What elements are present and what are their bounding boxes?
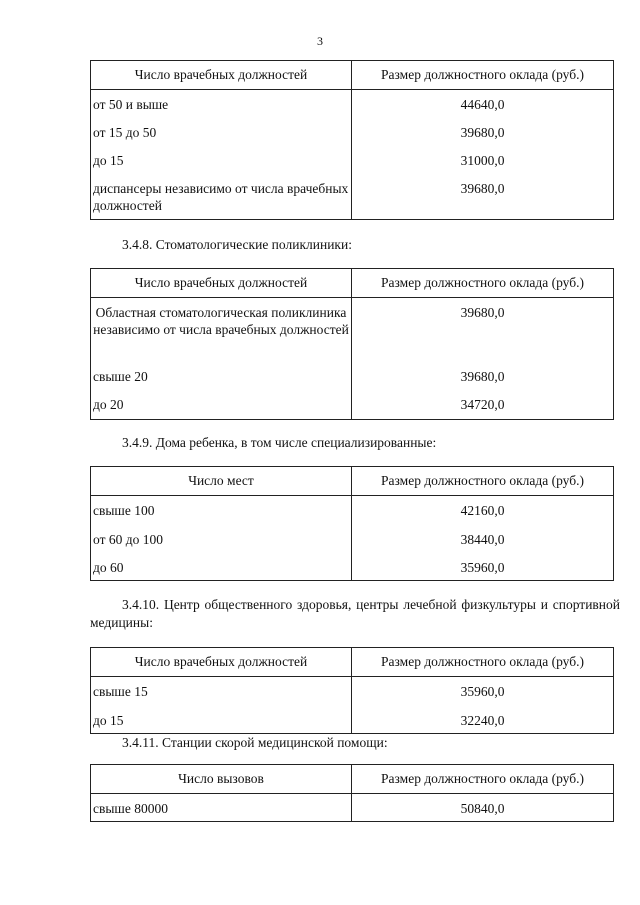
column-header-salary: Размер должностного оклада (руб.) bbox=[352, 269, 614, 298]
column-header-calls: Число вызовов bbox=[91, 765, 352, 794]
row-value: 31000,0 bbox=[352, 146, 614, 174]
row-value: 38440,0 bbox=[352, 525, 614, 553]
row-value: 39680,0 bbox=[352, 364, 614, 392]
row-label: свыше 20 bbox=[91, 364, 352, 392]
row-value: 50840,0 bbox=[352, 794, 614, 822]
table-row bbox=[91, 794, 614, 822]
table-row bbox=[91, 174, 614, 220]
row-label: свыше 80000 bbox=[91, 794, 352, 822]
table-health-centers bbox=[90, 647, 614, 734]
table-dental-clinics bbox=[90, 268, 614, 420]
column-header-positions: Число врачебных должностей bbox=[91, 648, 352, 677]
table-doctors-positions bbox=[90, 60, 614, 220]
row-label: Областная стоматологическая поликлиника независимо от числа врачебных должностей bbox=[91, 298, 352, 364]
table-childrens-homes bbox=[90, 466, 614, 581]
table-row bbox=[91, 118, 614, 146]
row-value: 32240,0 bbox=[352, 706, 614, 734]
row-label: до 15 bbox=[91, 146, 352, 174]
column-header-places: Число мест bbox=[91, 467, 352, 496]
column-header-salary: Размер должностного оклада (руб.) bbox=[352, 765, 614, 794]
row-label: до 60 bbox=[91, 553, 352, 581]
row-label: от 50 и выше bbox=[91, 90, 352, 118]
row-value: 39680,0 bbox=[352, 298, 614, 364]
table-row bbox=[91, 525, 614, 553]
column-header-positions: Число врачебных должностей bbox=[91, 269, 352, 298]
table-row bbox=[91, 90, 614, 118]
column-header-salary: Размер должностного оклада (руб.) bbox=[352, 467, 614, 496]
row-label: свыше 100 bbox=[91, 496, 352, 525]
row-label: от 60 до 100 bbox=[91, 525, 352, 553]
section-heading-3-4-11: 3.4.11. Станции скорой медицинской помощи: bbox=[122, 735, 388, 750]
row-value: 44640,0 bbox=[352, 90, 614, 118]
column-header-salary: Размер должностного оклада (руб.) bbox=[352, 648, 614, 677]
row-label: до 15 bbox=[91, 706, 352, 734]
row-value: 39680,0 bbox=[352, 174, 614, 220]
column-header-salary: Размер должностного оклада (руб.) bbox=[352, 61, 614, 90]
column-header-positions: Число врачебных должностей bbox=[91, 61, 352, 90]
table-row bbox=[91, 298, 614, 364]
row-value: 35960,0 bbox=[352, 677, 614, 706]
row-label: от 15 до 50 bbox=[91, 118, 352, 146]
row-label: диспансеры независимо от числа врачебных должностей bbox=[91, 174, 352, 220]
page-number: 3 bbox=[317, 34, 323, 48]
section-heading-3-4-8: 3.4.8. Стоматологические поликлиники: bbox=[122, 237, 352, 252]
section-heading-3-4-9: 3.4.9. Дома ребенка, в том числе специализированные: bbox=[122, 435, 437, 450]
row-value: 35960,0 bbox=[352, 553, 614, 581]
table-row bbox=[91, 677, 614, 706]
section-heading-3-4-10: 3.4.10. Центр общественного здоровья, центры лечебной физкультуры и спортивной медицины: bbox=[90, 597, 620, 630]
table-ambulance-stations bbox=[90, 764, 614, 822]
row-value: 42160,0 bbox=[352, 496, 614, 525]
table-row bbox=[91, 496, 614, 525]
table-row bbox=[91, 146, 614, 174]
table-row bbox=[91, 706, 614, 734]
row-label: свыше 15 bbox=[91, 677, 352, 706]
table-row bbox=[91, 392, 614, 420]
row-label: до 20 bbox=[91, 392, 352, 420]
table-row bbox=[91, 553, 614, 581]
row-value: 34720,0 bbox=[352, 392, 614, 420]
row-value: 39680,0 bbox=[352, 118, 614, 146]
table-row bbox=[91, 364, 614, 392]
